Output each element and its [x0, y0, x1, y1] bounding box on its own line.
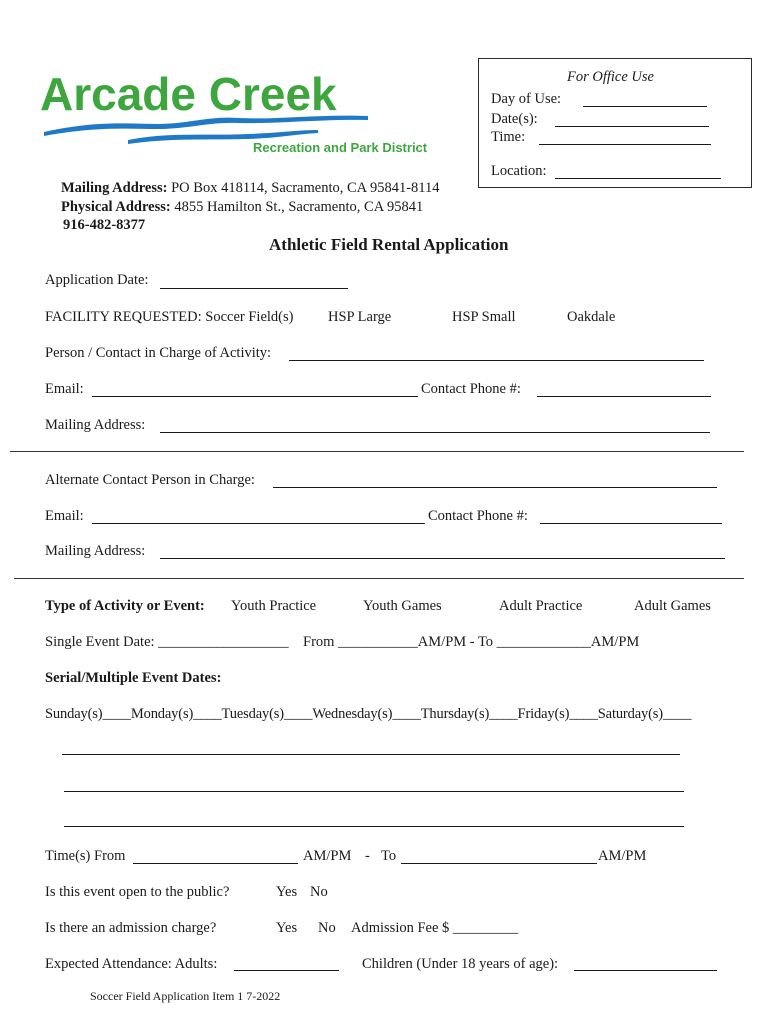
serial-dates-line[interactable]: [64, 826, 684, 827]
office-use-title: For Office Use: [567, 69, 654, 85]
alternate-phone-label: Contact Phone #:: [428, 508, 528, 524]
attendance-children-label: Children (Under 18 years of age):: [362, 956, 559, 972]
location-field[interactable]: [555, 178, 721, 179]
alternate-mailing-label: Mailing Address:: [45, 543, 146, 559]
mailing-address-field[interactable]: [160, 432, 710, 433]
public-question: Is this event open to the public?: [45, 884, 230, 900]
attendance-children-field[interactable]: [574, 970, 717, 971]
alternate-phone-field[interactable]: [540, 523, 722, 524]
alternate-email-field[interactable]: [92, 523, 425, 524]
contact-phone-field[interactable]: [537, 396, 711, 397]
facility-option-hsp-small[interactable]: HSP Small: [452, 309, 516, 325]
time-field[interactable]: [539, 144, 711, 145]
dates-field[interactable]: [555, 126, 709, 127]
single-event-date[interactable]: Single Event Date: __________________: [45, 634, 289, 650]
day-of-use-field[interactable]: [583, 106, 707, 107]
facility-option-hsp-large[interactable]: HSP Large: [328, 309, 392, 325]
svg-text:Arcade Creek: Arcade Creek: [40, 68, 337, 120]
application-date-label: Application Date:: [45, 272, 149, 288]
dates-label: Date(s):: [491, 111, 538, 127]
person-in-charge-field[interactable]: [289, 360, 704, 361]
public-yes[interactable]: Yes: [276, 884, 298, 900]
times-to-field[interactable]: [401, 863, 597, 864]
district-phone: 916-482-8377: [63, 217, 146, 233]
facility-option-oakdale[interactable]: Oakdale: [567, 309, 616, 325]
footer-text: Soccer Field Application Item 1 7-2022: [90, 989, 281, 1003]
activity-youth-games[interactable]: Youth Games: [363, 598, 442, 614]
serial-dates-line[interactable]: [62, 754, 680, 755]
physical-address-line: [61, 199, 423, 216]
alternate-email-label: Email:: [45, 508, 84, 524]
times-from-label: Time(s) From: [45, 848, 126, 864]
contact-phone-label: Contact Phone #:: [421, 381, 521, 397]
application-date-field[interactable]: [160, 288, 348, 289]
person-in-charge-label: Person / Contact in Charge of Activity:: [45, 345, 272, 361]
admission-no[interactable]: No: [318, 920, 336, 936]
times-ampm-2: AM/PM: [598, 848, 647, 864]
alternate-mailing-field[interactable]: [160, 558, 725, 559]
activity-adult-practice[interactable]: Adult Practice: [499, 598, 583, 614]
email-field[interactable]: [92, 396, 418, 397]
alternate-contact-field[interactable]: [273, 487, 717, 488]
office-use-box: [478, 58, 752, 188]
section-divider: [10, 451, 744, 452]
mailing-address-line: [61, 180, 439, 197]
times-to-label: To: [381, 848, 397, 864]
attendance-adults-label: Expected Attendance: Adults:: [45, 956, 218, 972]
arcade-creek-logo: [38, 62, 438, 167]
activity-youth-practice[interactable]: Youth Practice: [231, 598, 317, 614]
admission-yes[interactable]: Yes: [276, 920, 298, 936]
location-label: Location:: [491, 163, 547, 179]
day-of-use-label: Day of Use:: [491, 91, 562, 107]
serial-dates-line[interactable]: [64, 791, 684, 792]
mailing-address-label: Mailing Address:: [61, 180, 168, 196]
public-no[interactable]: No: [310, 884, 328, 900]
times-dash: -: [365, 848, 370, 864]
times-ampm-1: AM/PM: [303, 848, 352, 864]
time-label: Time:: [491, 129, 526, 145]
mailing-address-value: PO Box 418114, Sacramento, CA 95841-8114: [171, 180, 440, 196]
times-from-field[interactable]: [133, 863, 298, 864]
admission-question: Is there an admission charge?: [45, 920, 217, 936]
physical-address-value: 4855 Hamilton St., Sacramento, CA 95841: [174, 199, 424, 215]
activity-adult-games[interactable]: Adult Games: [634, 598, 711, 614]
alternate-contact-label: Alternate Contact Person in Charge:: [45, 472, 255, 488]
activity-type-label: Type of Activity or Event:: [45, 598, 205, 614]
section-divider: [14, 578, 744, 579]
physical-address-label: Physical Address:: [61, 199, 171, 215]
single-event-time[interactable]: From ___________AM/PM - To _____________AM/PM: [303, 634, 640, 650]
email-label: Email:: [45, 381, 84, 397]
facility-label: FACILITY REQUESTED: Soccer Field(s): [45, 309, 294, 325]
mailing-address-form-label: Mailing Address:: [45, 417, 146, 433]
serial-dates-heading: Serial/Multiple Event Dates:: [45, 670, 222, 686]
admission-fee[interactable]: Admission Fee $ _________: [351, 920, 519, 936]
form-title: Athletic Field Rental Application: [269, 235, 509, 254]
attendance-adults-field[interactable]: [234, 970, 339, 971]
serial-days-line[interactable]: Sunday(s)____Monday(s)____Tuesday(s)____Wednesday(s)____Thursday(s)____Friday(s)____Saturday(s)____: [45, 706, 692, 722]
svg-text:Recreation and Park District: Recreation and Park District: [253, 140, 428, 155]
